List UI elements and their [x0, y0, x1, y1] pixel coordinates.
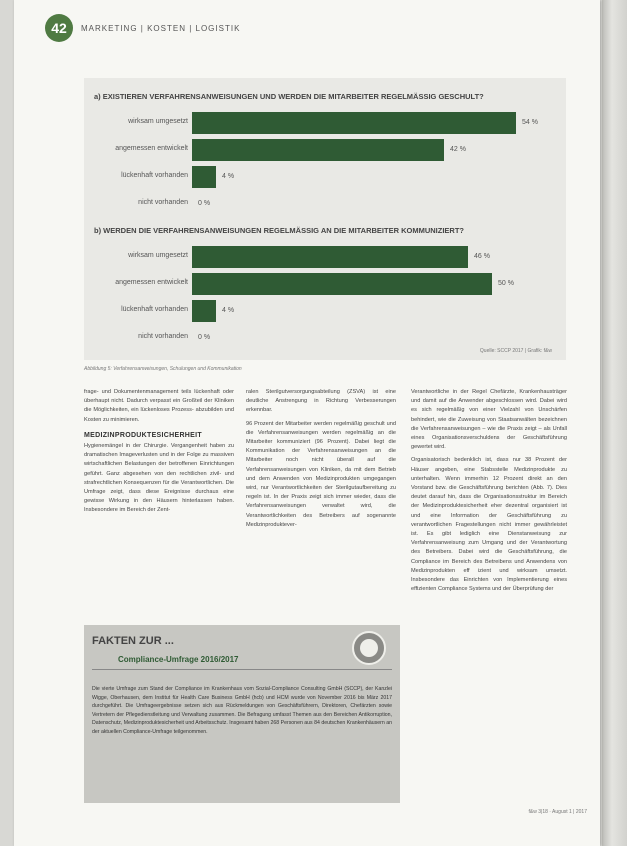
page-edge-shadow	[602, 0, 627, 846]
facts-heading: FAKTEN ZUR ...	[92, 635, 174, 647]
chart-title: b) WERDEN DIE VERFAHRENSANWEISUNGEN REGELMÄSSIG AN DIE MITARBEITER KOMMUNIZIERT?	[94, 226, 465, 235]
figure-caption: Abbildung 5: Verfahrensanweisungen, Schulungen und Kommunikation	[84, 366, 242, 372]
bar-row	[84, 300, 566, 322]
col3-paragraph-2: Organisatorisch bedenklich ist, dass nur 38 Prozent der Häuser angeben, eine Stabsstelle Medizinprodukte zu unterhalten. Wenn immerhin 12 Prozent direkt an den Vorstand bzw. die Geschäftsführung berichten (Abb. 7). Dies deutet darauf hin, dass die Organisationsstruktur im Bereich der Medizinproduktesicherheit eher dezentral organisiert ist und eine Information der Geschäftsführung zu verantwortlichen Fragestellungen nicht immer gewährleistet ist. Es gibt lediglich eine Dienstanweisung zur Verfahrensanweisung zum Umgang und der Verantwortung des Betreibers. Dabei wird die Geschäftsführung, die Compliance im Bereich des Betreibens und Anwendens von Medizinprodukten eff izient und wirksam umsetzt. Insbesondere das Einrichten von Implementierung eines effizienten Compliance Systems und der Überprüfung der	[411, 457, 567, 593]
bar-value-label: 0 %	[198, 334, 211, 341]
info-icon	[352, 631, 386, 665]
col1-paragraph-2: Hygienemängel in der Chirurgie. Vergangenheit haben zu dramatischen Imageverlusten und in der Folge zu massiven wirtschaftlichen Belastungen der betroffenen Einrichtungen geführt. Ganz abgesehen von den rechtlichen zivil- und strafrechtlichen Konsequenzen für die Verantwortlichen. Die Umfrage zeigt, dass diese Ereignisse durchaus eine gewisse Wirkung in den Häusern hinterlassen haben. Insbesondere im Bereich der Zent-	[84, 443, 234, 514]
bar-category-label: angemessen entwickelt	[115, 145, 188, 152]
section-title: MARKETING | KOSTEN | LOGISTIK	[81, 23, 241, 33]
facts-box	[84, 625, 400, 803]
chart-title: a) EXISTIEREN VERFAHRENSANWEISUNGEN UND WERDEN DIE MITARBEITER REGELMÄSSIG GESCHULT?	[94, 92, 484, 101]
text-column-3	[411, 388, 567, 594]
bar-row	[84, 327, 566, 349]
col1-heading: MEDIZINPRODUKTESICHERHEIT	[84, 431, 202, 439]
page-number-badge: 42	[45, 14, 73, 42]
bar-row	[84, 166, 566, 188]
bar-value-label: 42 %	[450, 146, 466, 153]
col1-paragraph-1: frage- und Dokumentenmanagement teils lückenhaft oder überhaupt nicht. Dadurch verpasst ein Großteil der Kliniken die Möglichkeiten, ein lückenloses Prozess- abzubilden und Kosten zu minimieren.	[84, 389, 234, 423]
bar-value-label: 4 %	[222, 173, 235, 180]
text-column-1	[84, 388, 234, 516]
bar	[192, 246, 468, 268]
bar	[192, 300, 216, 322]
bar-row	[84, 273, 566, 295]
text-column-2	[246, 388, 396, 530]
page-header	[45, 14, 240, 42]
bar	[192, 166, 216, 188]
bar	[192, 273, 492, 295]
col3-paragraph-1: Verantwortliche in der Regel Chefärzte, Krankenhausträger und damit auf die Anwender abgeschlossen wird. Dabei wird es sich regelmäßig von einer Vielzahl von Unschärfen behindert, wie die Zuweisung von Staatsanwälten bezeichnen die Verfahrensanweisungen – wie die Praxis zeigt – als Unfall eines Organisationsverschuldens der Geschäftsführung gewertet wird.	[411, 389, 567, 451]
bar-category-label: lückenhaft vorhanden	[121, 306, 188, 313]
bar-row	[84, 246, 566, 268]
bar	[192, 139, 444, 161]
bar-category-label: wirksam umgesetzt	[128, 118, 188, 125]
bar	[192, 112, 516, 134]
bar-value-label: 0 %	[198, 200, 211, 207]
survey-figure	[84, 78, 566, 360]
page-footer: f&w 3|18 · August 1 | 2017	[528, 809, 587, 815]
bar-category-label: wirksam umgesetzt	[128, 252, 188, 259]
bar-category-label: nicht vorhanden	[138, 199, 188, 206]
bar-value-label: 54 %	[522, 119, 538, 126]
bar-category-label: nicht vorhanden	[138, 333, 188, 340]
bar-category-label: angemessen entwickelt	[115, 279, 188, 286]
col2-paragraph-2: 96 Prozent der Mitarbeiter werden regelmäßig geschult und die Verfahrensanweisungen werden regelmäßig an die Mitarbeiter kommuniziert (96 Prozent). Dabei liegt die Kommunikation der Verfahrensanweisungen an die Mitarbeiter noch nicht überall auf die Verfahrensanweisungen von Kliniken, da mit dem Betrieb und dem Anwenden von Medizinprodukten umgegangen wird, nur Verantwortlichkeiten der Sterilgutaufbereitung zu regeln ist. In der Praxis zeigt sich immer wieder, dass die Verfahrensanweisungen verwaltet wird, die Verantwortlichkeiten des Betreibers auf sogenannte Medizinproduktever-	[246, 420, 396, 528]
col2-paragraph-1: ralen Sterilgutversorgungsabteilung (ZSVA) ist eine deutliche Anstrengung in Richtung Verbesserungen erkennbar.	[246, 389, 396, 414]
bar-row	[84, 112, 566, 134]
bar-value-label: 46 %	[474, 253, 490, 260]
bar-row	[84, 139, 566, 161]
bar-value-label: 50 %	[498, 280, 514, 287]
figure-source: Quelle: SCCP 2017 | Grafik: f&w	[479, 348, 552, 354]
facts-body: Die vierte Umfrage zum Stand der Compliance im Krankenhaus vom Sozial-Compliance Consulting GmbH (SCCP), der Kanzlei Wigge, Oberhausen, dem Institut für Health Care Business GmbH (hcb) und HCM wurde von November 2016 bis März 2017 durchgeführt. Die Umfrageergebnisse setzen sich aus Rückmeldungen von Geschäftsführern, Direktoren, Chefärzten sowie Vertretern der Pflegedienstleitung und Verwaltung zusammen. Die Befragung umfasst Themen aus den Bereichen Antikorruption, Datenschutz, Medizinproduktesicherheit und Arbeitsschutz. Insgesamt haben 268 Personen aus 84 deutschen Krankenhäusern an der aktuellen Compliance-Umfrage teilgenommen.	[92, 686, 392, 735]
bar-value-label: 4 %	[222, 307, 235, 314]
facts-subheading: Compliance-Umfrage 2016/2017	[118, 655, 239, 664]
bar-row	[84, 193, 566, 215]
facts-divider	[92, 669, 392, 670]
bar-category-label: lückenhaft vorhanden	[121, 172, 188, 179]
